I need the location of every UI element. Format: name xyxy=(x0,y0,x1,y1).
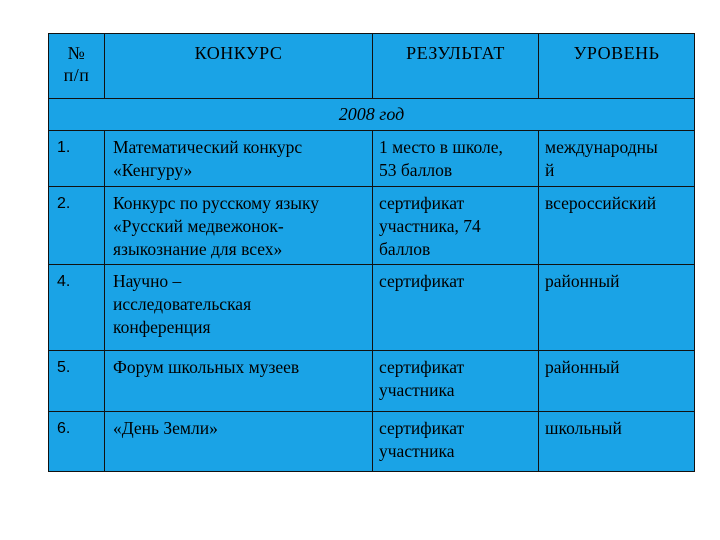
row-level-line: районный xyxy=(545,271,620,291)
row-level-line: школьный xyxy=(545,418,622,438)
header-row xyxy=(49,34,695,99)
row-contest-line: языкознание для всех» xyxy=(113,239,283,259)
row-contest-line: «День Земли» xyxy=(113,418,218,438)
header-result: РЕЗУЛЬТАТ xyxy=(373,34,539,99)
row-contest xyxy=(105,412,373,472)
row-contest-line: Научно – xyxy=(113,271,182,291)
row-contest xyxy=(105,265,373,351)
row-level xyxy=(539,265,695,351)
row-contest xyxy=(105,131,373,187)
row-result-line: 53 баллов xyxy=(379,160,453,180)
row-num: 1. xyxy=(49,131,105,187)
row-result xyxy=(373,412,539,472)
row-level xyxy=(539,412,695,472)
row-result xyxy=(373,351,539,412)
row-contest-line: исследовательская xyxy=(113,294,252,314)
row-level-line: международны xyxy=(545,137,658,157)
row-contest-line: Математический конкурс xyxy=(113,137,303,157)
row-level-line: всероссийский xyxy=(545,193,657,213)
row-result-line: 1 место в школе, xyxy=(379,137,503,157)
row-result-line: сертификат xyxy=(379,271,465,291)
row-result-line: сертификат xyxy=(379,418,465,438)
table-row xyxy=(49,187,695,265)
row-result xyxy=(373,131,539,187)
header-level: УРОВЕНЬ xyxy=(539,34,695,99)
row-contest-line: Форум школьных музеев xyxy=(113,357,300,377)
year-label: 2008 год xyxy=(49,99,695,131)
row-level xyxy=(539,351,695,412)
row-num: 5. xyxy=(49,351,105,412)
row-level xyxy=(539,131,695,187)
row-num: 6. xyxy=(49,412,105,472)
table-row xyxy=(49,351,695,412)
table-row xyxy=(49,412,695,472)
row-contest-line: конференция xyxy=(113,317,211,337)
row-contest xyxy=(105,187,373,265)
row-result-line: баллов xyxy=(379,239,431,259)
row-result-line: участника xyxy=(379,441,455,461)
row-result-line: участника, 74 xyxy=(379,216,481,236)
row-level xyxy=(539,187,695,265)
row-contest-line: Конкурс по русскому языку xyxy=(113,193,320,213)
table-row xyxy=(49,131,695,187)
row-contest-line: «Русский медвежонок- xyxy=(113,216,284,236)
row-num: 2. xyxy=(49,187,105,265)
row-level-line: й xyxy=(545,160,555,180)
row-result-line: сертификат xyxy=(379,357,465,377)
row-num: 4. xyxy=(49,265,105,351)
row-result-line: участника xyxy=(379,380,455,400)
table-row xyxy=(49,265,695,351)
row-result xyxy=(373,187,539,265)
row-contest-line: «Кенгуру» xyxy=(113,160,193,180)
header-num-line2: п/п xyxy=(63,65,90,85)
results-table xyxy=(48,33,695,472)
header-num-line1: № xyxy=(67,43,86,63)
header-num xyxy=(49,34,105,99)
row-result xyxy=(373,265,539,351)
row-contest xyxy=(105,351,373,412)
row-result-line: сертификат xyxy=(379,193,465,213)
header-contest: КОНКУРС xyxy=(105,34,373,99)
year-row xyxy=(49,99,695,131)
row-level-line: районный xyxy=(545,357,620,377)
